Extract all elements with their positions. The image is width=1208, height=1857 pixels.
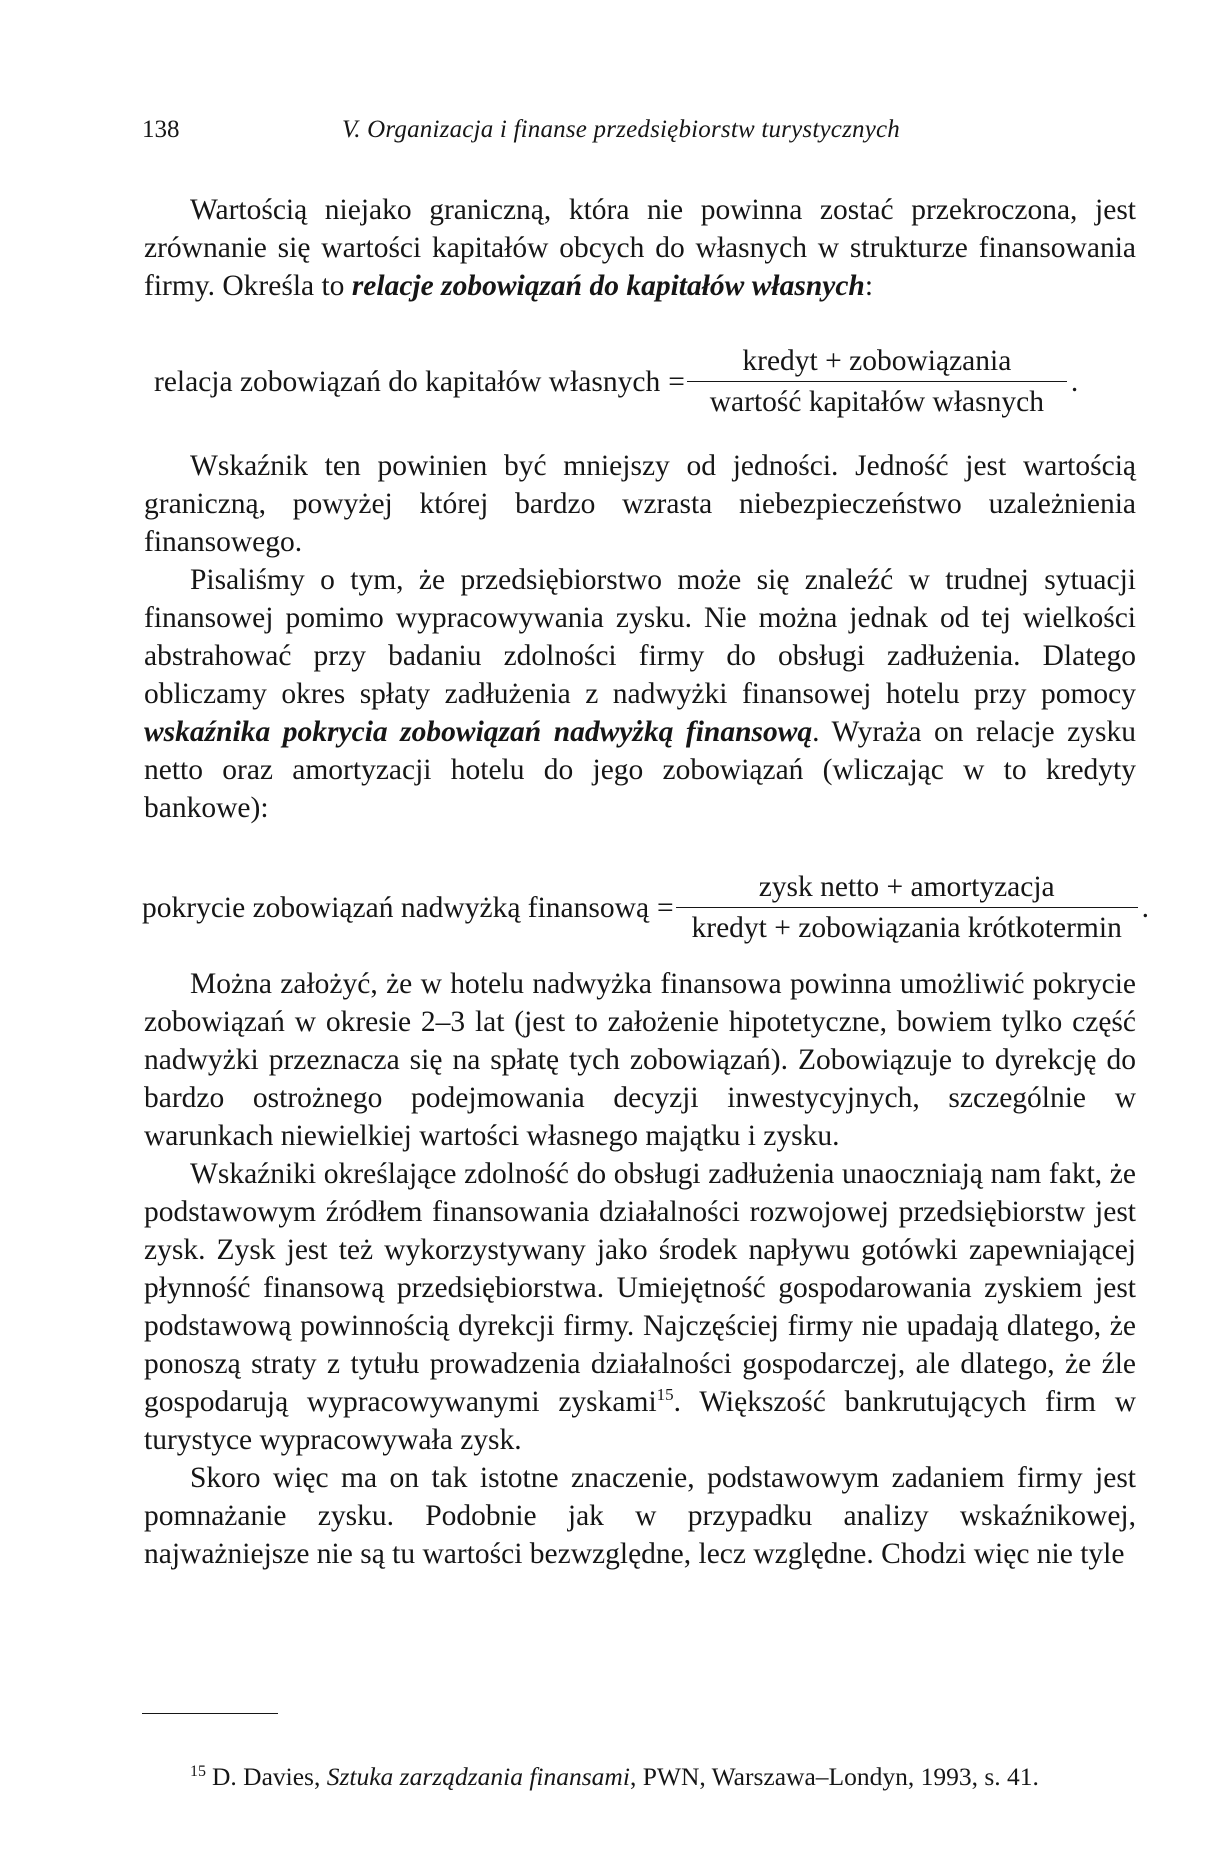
text-block-middle: [144, 447, 1136, 827]
formula-2-label: pokrycie zobowiązań nadwyżką finansową: [142, 891, 650, 924]
paragraph-3-text: Pisaliśmy o tym, że przedsiębiorstwo może się znaleźć w trudnej sytuacji finansowej pomimo wypracowywania zysku. Nie można jednak od tej wielkości abstrahować przy badaniu zdolności firmy do obsługi zadłużenia. Dlatego obliczamy okres spłaty zadłużenia z nadwyżki finansowej hotelu przy pomocy: [144, 564, 1136, 710]
footnote-details: , PWN, Warszawa–Londyn, 1993, s. 41.: [629, 1762, 1039, 1791]
footnote-divider: [142, 1713, 278, 1714]
footnote-title: Sztuka zarządzania finansami: [326, 1762, 630, 1791]
formula-debt-coverage: [142, 871, 1149, 945]
formula-1-end: .: [1070, 365, 1079, 398]
footnote-reference: 15: [656, 1385, 674, 1405]
formula-2-equals: =: [657, 891, 674, 924]
formula-2-end: .: [1141, 891, 1150, 924]
formula-1-fraction: [687, 345, 1067, 419]
paragraph-1-text: Wartością niejako graniczną, która nie powinna zostać przekroczona, jest zrównanie się wartości kapitałów obcych do własnych w strukturze finansowania firmy. Określa to: [144, 194, 1136, 302]
formula-2-numerator: zysk netto + amortyzacja: [676, 871, 1138, 908]
text-block-bottom: [144, 965, 1136, 1573]
formula-1-equals: =: [668, 365, 685, 398]
paragraph-6: Skoro więc ma on tak istotne znaczenie, podstawowym zadaniem firmy jest pomnażanie zysku. Podobnie jak w przypadku analizy wskaźnikowej, najważniejsze nie są tu wartości bezwzględne, lecz względne. Chodzi więc nie tyle: [144, 1462, 1136, 1570]
formula-1-denominator: wartość kapitałów własnych: [709, 386, 1044, 418]
paragraph-3: [144, 561, 1136, 827]
term-debt-coverage-ratio: wskaźnika pokrycia zobowiązań nadwyżką finansową: [144, 716, 813, 748]
paragraph-3-end: . Wyraża on relacje zysku netto oraz amortyzacji hotelu do jego zobowiązań (wliczając w to kredyty bankowe):: [144, 716, 1136, 824]
formula-1-numerator: kredyt + zobowiązania: [687, 345, 1067, 382]
footnote-author: D. Davies,: [212, 1762, 327, 1791]
paragraph-5: [144, 1155, 1136, 1459]
paragraph-2: Wskaźnik ten powinien być mniejszy od jedności. Jedność jest wartością graniczną, powyżej której bardzo wzrasta niebezpieczeństwo uzależnienia finansowego.: [144, 450, 1136, 558]
text-block-top: [144, 191, 1136, 305]
running-head: V. Organizacja i finanse przedsiębiorstw turystycznych: [342, 116, 900, 143]
page-header: [142, 116, 1072, 156]
formula-2-denominator: kredyt + zobowiązania krótkotermin: [691, 912, 1122, 944]
paragraph-1-end: :: [864, 270, 874, 302]
paragraph-5-end: . Większość bankrutujących firm w turystyce wypracowywała zysk.: [144, 1386, 1137, 1456]
footnote: [190, 1762, 1039, 1792]
formula-1-label: relacja zobowiązań do kapitałów własnych: [154, 365, 661, 398]
formula-2-fraction: [676, 871, 1138, 945]
paragraph-1: [144, 191, 1136, 305]
page-number: 138: [142, 116, 180, 143]
footnote-mark: 15: [190, 1762, 206, 1780]
formula-debt-equity: [154, 345, 1078, 419]
paragraph-5-text: Wskaźniki określające zdolność do obsługi zadłużenia unaoczniają nam fakt, że podstawowym źródłem finansowania działalności rozwojowej przedsiębiorstw jest zysk. Zysk jest też wykorzystywany jako środek napływu gotówki zapewniającej płynność finansową przedsiębiorstwa. Umiejętność gospodarowania zyskiem jest podstawową powinnością dyrekcji firmy. Najczęściej firmy nie upadają dlatego, że ponoszą straty z tytułu prowadzenia działalności gospodarczej, ale dlatego, że źle gospodarują wypracowywanymi zyskami: [144, 1158, 1136, 1418]
paragraph-4: Można założyć, że w hotelu nadwyżka finansowa powinna umożliwić pokrycie zobowiązań w okresie 2–3 lat (jest to założenie hipotetyczne, bowiem tylko część nadwyżki przeznacza się na spłatę tych zobowiązań). Zobowiązuje to dyrekcję do bardzo ostrożnego podejmowania decyzji inwestycyjnych, szczególnie w warunkach niewielkiej wartości własnego majątku i zysku.: [144, 968, 1136, 1152]
term-debt-equity-ratio: relacje zobowiązań do kapitałów własnych: [351, 270, 865, 302]
